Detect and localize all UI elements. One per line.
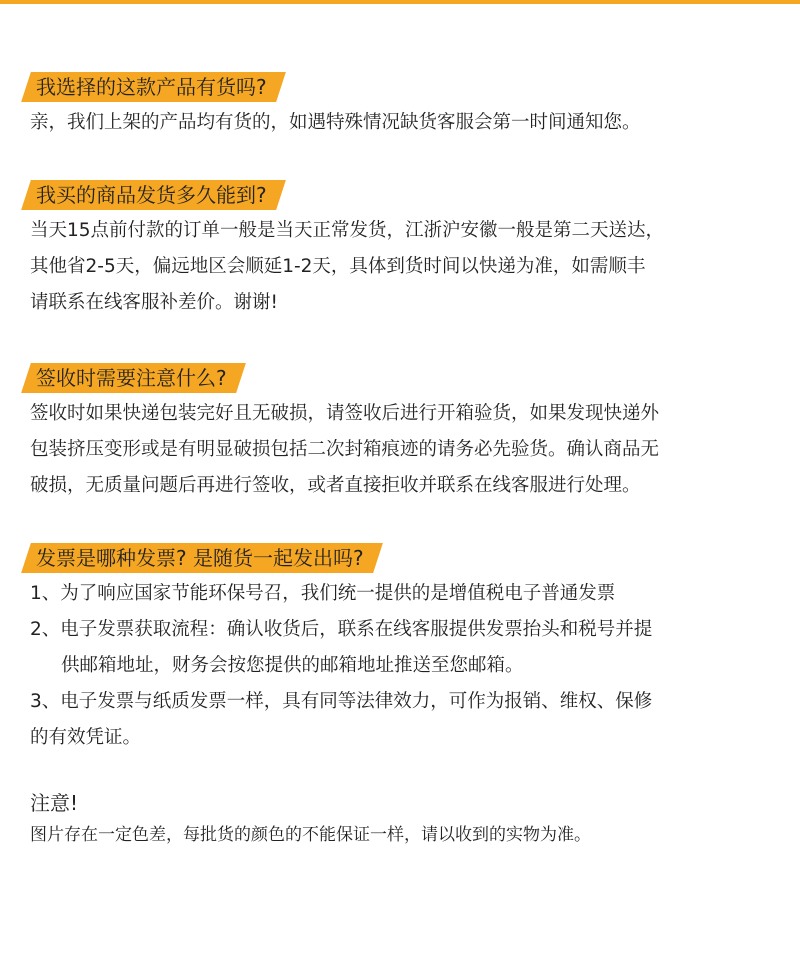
- faq-answer-line: 3、电子发票与纸质发票一样，具有同等法律效力，可作为报销、维权、保修: [30, 691, 653, 712]
- faq-answer-line: 的有效凭证。: [30, 727, 142, 748]
- faq-section-invoice: [30, 540, 790, 756]
- note-text: 图片存在一定色差，每批货的颜色的不能保证一样，请以收到的实物为准。: [30, 825, 591, 845]
- faq-answer-line: 破损，无质量问题后再进行签收，或者直接拒收并联系在线客服进行处理。: [30, 475, 641, 496]
- faq-section-signing: [30, 360, 790, 504]
- note-title: 注意!: [30, 791, 79, 815]
- faq-section-stock: [30, 69, 790, 141]
- top-accent-bar: [0, 0, 800, 4]
- faq-answer-line: 包装挤压变形或是有明显破损包括二次封箱痕迹的请务必先验货。确认商品无: [30, 439, 660, 460]
- faq-question: 我选择的这款产品有货吗?: [30, 69, 281, 105]
- faq-question: 发票是哪种发票? 是随货一起发出吗?: [30, 540, 378, 576]
- faq-answer-line: 2、电子发票获取流程：确认收货后，联系在线客服提供发票抬头和税号并提: [30, 619, 653, 640]
- faq-question: 签收时需要注意什么?: [30, 360, 241, 396]
- faq-answer-line: 其他省2-5天，偏远地区会顺延1-2天，具体到货时间以快递为准，如需顺丰: [30, 256, 646, 277]
- faq-answer-line: 签收时如果快递包装完好且无破损，请签收后进行开箱验货，如果发现快递外: [30, 403, 660, 424]
- faq-answer-line: 当天15点前付款的订单一般是当天正常发货，江浙沪安徽一般是第二天送达，: [30, 220, 665, 241]
- faq-answer-line: 亲，我们上架的产品均有货的，如遇特殊情况缺货客服会第一时间通知您。: [30, 112, 641, 133]
- faq-answer-line: 1、为了响应国家节能环保号召，我们统一提供的是增值税电子普通发票: [30, 583, 616, 604]
- faq-answer-line: 请联系在线客服补差价。谢谢!: [30, 292, 278, 313]
- note-section: [30, 786, 790, 850]
- faq-answer-line: 供邮箱地址，财务会按您提供的邮箱地址推送至您邮箱。: [61, 655, 524, 676]
- faq-question: 我买的商品发货多久能到?: [30, 177, 281, 213]
- faq-section-shipping: [30, 177, 790, 321]
